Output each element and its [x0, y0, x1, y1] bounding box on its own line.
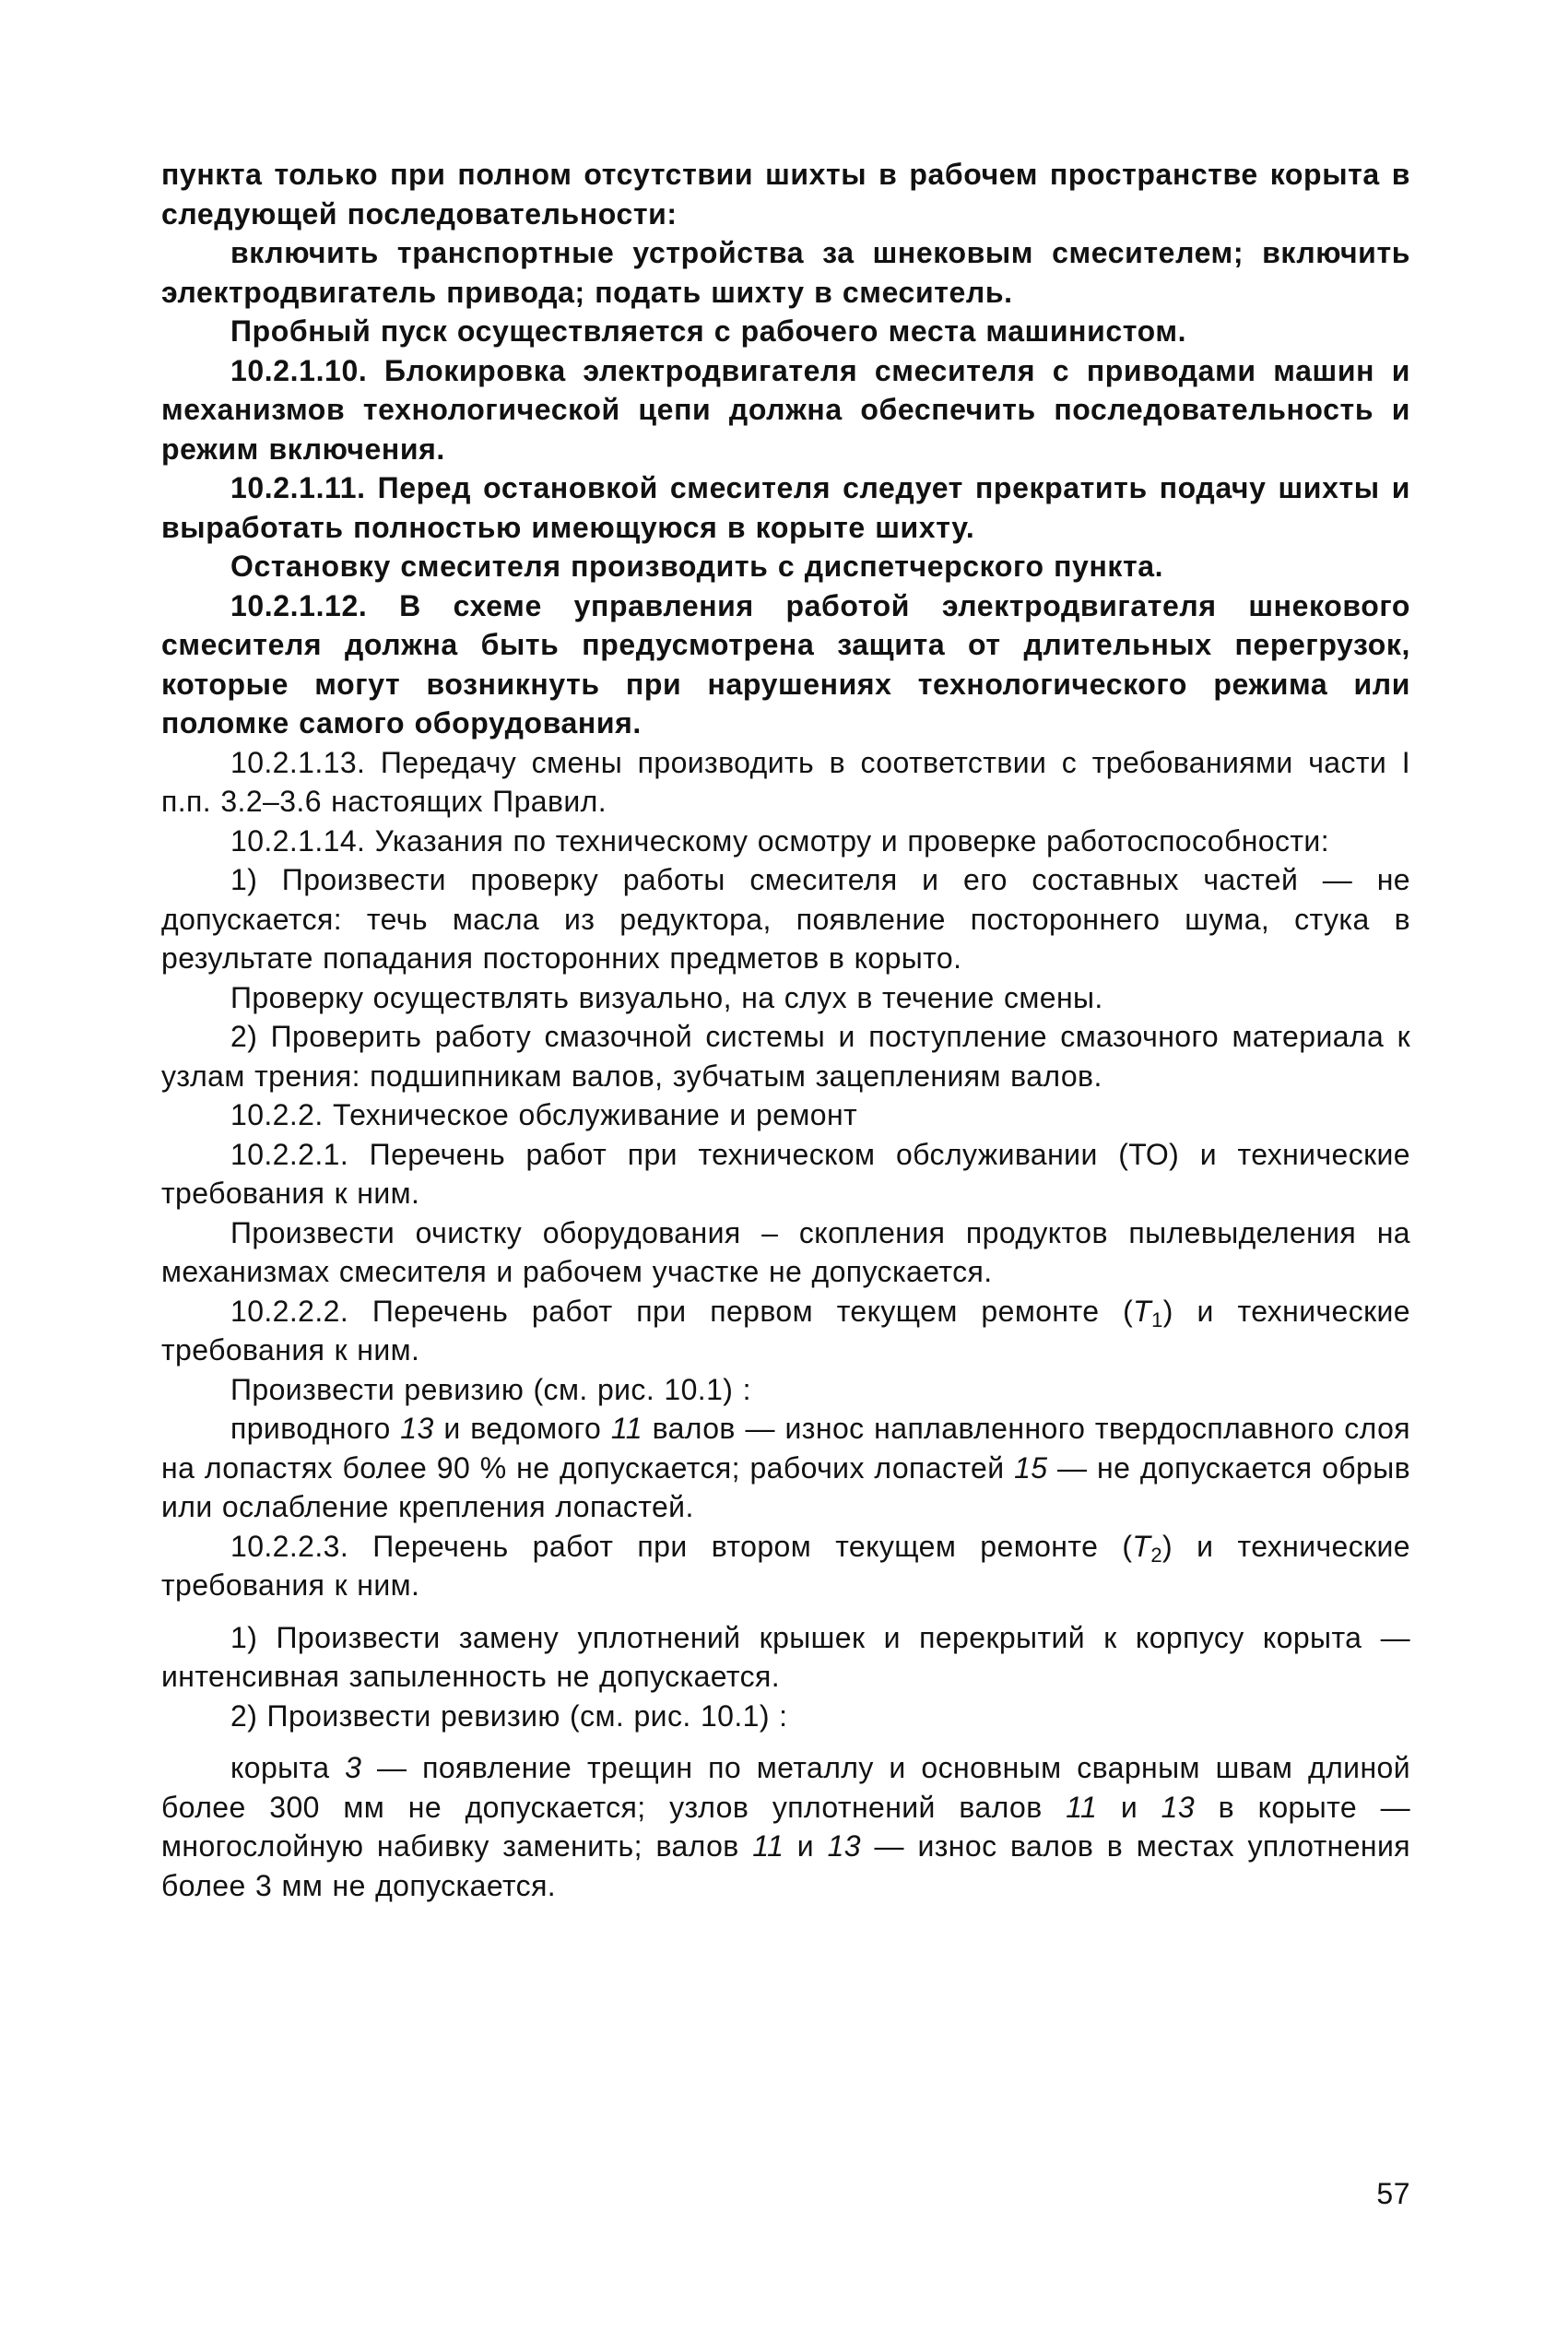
paragraph: 10.2.1.14. Указания по техническому осмотру и проверке работоспособности:	[230, 823, 1329, 858]
paragraph	[161, 1292, 1410, 1370]
paragraph: 1) Произвести замену уплотнений крышек и перекрытий к корпусу корыта — интенсивная запыленность не допускается.	[161, 1620, 1410, 1693]
paragraph	[161, 1409, 1410, 1527]
text-run: приводного	[230, 1412, 401, 1445]
italic-reference: 3	[345, 1751, 362, 1784]
italic-reference: 13	[400, 1412, 434, 1445]
italic-reference: 11	[610, 1412, 643, 1445]
paragraph: 10.2.2.1. Перечень работ при техническом обслуживании (ТО) и технические требования к ним.	[161, 1137, 1410, 1210]
subscript: 1	[1151, 1307, 1163, 1331]
paragraph	[161, 1527, 1410, 1605]
text-run: ) и технические требования к ним.	[161, 1529, 1411, 1602]
paragraph: Произвести ревизию (см. рис. 10.1) :	[230, 1372, 751, 1406]
paragraph: Остановку смесителя производить с диспетчерского пункта.	[230, 550, 1164, 583]
text-run: валов — износ наплавленного твердосплавного слоя на лопастях более 90 % не допускается; рабочих лопастей	[161, 1412, 1410, 1485]
text-run: — износ валов в местах уплотнения более 3 мм не допускается.	[161, 1829, 1410, 1902]
paragraph: 2) Проверить работу смазочной системы и поступление смазочного материала к узлам трения: подшипникам валов, зубчатым зацеплениям валов.	[161, 1020, 1410, 1093]
text-run: 10.2.2.3. Перечень работ при втором текущем ремонте (	[230, 1529, 1133, 1563]
paragraph: 10.2.1.11. Перед остановкой смесителя следует прекратить подачу шихты и выработать полностью имеющуюся в корыте шихту.	[161, 471, 1410, 544]
page-text	[161, 155, 1410, 1905]
italic-reference: T	[1133, 1294, 1152, 1328]
paragraph: Проверку осуществлять визуально, на слух в течение смены.	[230, 980, 1103, 1014]
text-run: 10.2.2.2. Перечень работ при первом текущем ремонте (	[230, 1294, 1134, 1328]
paragraph: 10.2.1.10. Блокировка электродвигателя смесителя с приводами машин и механизмов технологической цепи должна обеспечить последовательность и режим включения.	[161, 353, 1410, 466]
paragraph: включить транспортные устройства за шнековым смесителем; включить электродвигатель привода; подать шихту в смеситель.	[161, 236, 1410, 309]
text-run: и ведомого	[433, 1412, 611, 1445]
italic-reference: T	[1132, 1529, 1151, 1563]
text-run: и	[784, 1829, 828, 1863]
paragraph: 2) Произвести ревизию (см. рис. 10.1) :	[230, 1698, 788, 1733]
text-run: корыта	[230, 1751, 346, 1784]
text-run: в корыте — многослойную набивку заменить; валов	[161, 1790, 1411, 1863]
italic-reference: 11	[1066, 1790, 1098, 1824]
paragraph: 1) Произвести проверку работы смесителя и его составных частей — не допускается: течь масла из редуктора, появление постороннего шума, стука в результате попадания посторонних предметов в корыто.	[161, 863, 1410, 975]
text-run: ) и технические требования к ним.	[161, 1294, 1411, 1367]
italic-reference: 13	[1161, 1790, 1196, 1824]
text-run: — не допускается обрыв или ослабление крепления лопастей.	[161, 1450, 1410, 1523]
italic-reference: 13	[827, 1829, 862, 1863]
italic-reference: 15	[1014, 1450, 1048, 1485]
paragraph: Произвести очистку оборудования – скопления продуктов пылевыделения на механизмах смесителя и рабочем участке не допускается.	[161, 1215, 1410, 1288]
paragraph	[161, 1748, 1410, 1905]
italic-reference: 11	[752, 1829, 784, 1863]
text-run: и	[1097, 1790, 1161, 1824]
paragraph: 10.2.1.13. Передачу смены производить в соответствии с требованиями части I п.п. 3.2–3.6 настоящих Правил.	[161, 745, 1410, 818]
paragraph: 10.2.1.12. В схеме управления работой электродвигателя шнекового смесителя должна быть предусмотрена защита от длительных перегрузок, которые могут возникнуть при нарушениях технологического режима или поломке самого оборудования.	[161, 588, 1410, 740]
text-run: — появление трещин по металлу и основным сварным швам длиной более 300 мм не допускается; узлов уплотнений валов	[161, 1751, 1410, 1824]
paragraph: 10.2.2. Техническое обслуживание и ремонт	[230, 1098, 858, 1131]
page-number: 57	[1376, 2177, 1410, 2210]
paragraph: Пробный пуск осуществляется с рабочего места машинистом.	[230, 314, 1187, 348]
subscript: 2	[1150, 1543, 1163, 1567]
paragraph: пункта только при полном отсутствии шихты в рабочем пространстве корыта в следующей последовательности:	[161, 158, 1410, 231]
